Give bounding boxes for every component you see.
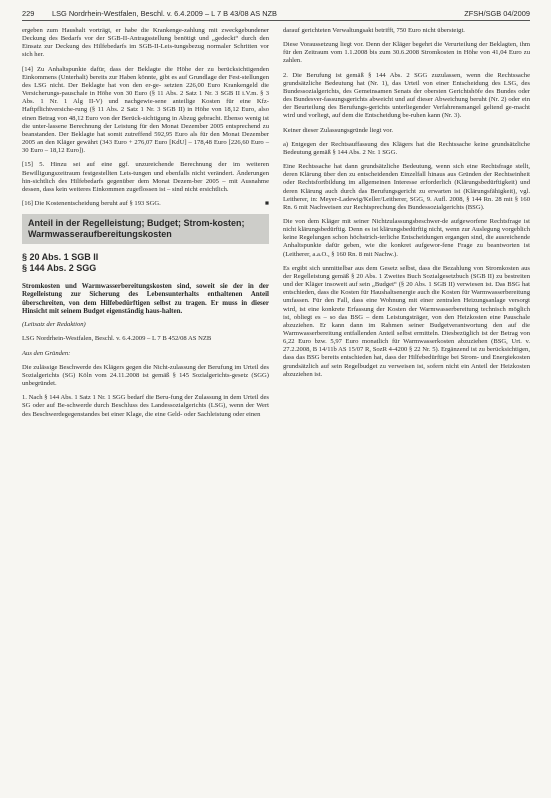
- paragraph: 1. Nach § 144 Abs. 1 Satz 1 Nr. 1 SGG bedarf die Beru-fung der Zulassung in dem Urteil des SG oder auf Be-schwerde durch Beschluss des Landessozialgerichts (LSG), wenn der Wert des Beschwerdegegenstandes bei einer Klage, die eine Geld- oder Sachleistung oder einen: [22, 394, 269, 418]
- page-number: 229: [22, 8, 35, 18]
- end-mark: ■: [265, 199, 269, 207]
- page-header: [22, 6, 530, 21]
- paragraph: Die von dem Kläger mit seiner Nichtzulassungsbeschwer-de aufgeworfene Rechtsfrage ist nicht klärungsbedürftig. Denn es ist klärungsbedürftig nicht, wenn zur Auslegung vorgeblich keine Regelungen schon höchstrich-terliche Entscheidungen ergangen sind, die ausreichende Anhaltspunkte dafür geben, wie die konkret aufgewor-fene Frage zu beantworten ist (Leitherer, a.a.O., § 160 Rn. 8 mit Nachw.).: [283, 217, 530, 258]
- norm-item: § 20 Abs. 1 SGB II: [22, 252, 99, 263]
- paragraph: [14] Zu Anhaltspunkte dafür, dass der Beklagte die Höhe der zu berücksichtigenden Einkommens (Unterhalt) bereits zur Haben könnte, gibt es auf Grundlage der Fest-stellungen des LSG nicht. Der Beklagte hat von den er-ge- setzten 226,00 Euro Krankengeld die Versicherungs-pauschale in Höhe von 30 Euro (§ 11 Abs. 2 Satz 1 Nr. 3 SGB II i.V.m. § 3 Abs. 1 Nr. 1 Alg II-V) und nachgewie-sene anteilige Kosten für eine Kfz-Haftpflichtversiche-rung (§ 11 Abs. 2 Satz 1 Nr. 3 SGB II) in Höhe von 18,12 Euro, also einen Betrag von 48,12 Euro von der Berück-sichtigung in Abzug gebracht. Ebenso wenig ist die unter-lassene Berechnung der Leistung für den Monat Dezember 2005 entsprechend zu beanstanden. Der Beklagte hat somit zutreffend 592,95 Euro als für den Monat Dezember 2005 an den Kläger gewährt (343 Euro + 276,07 Euro [KdU] – 178,48 Euro [226,60 Euro – 30 Euro – 18,12 Euro]).: [22, 65, 269, 155]
- paragraph: a) Entgegen der Rechtsauffassung des Klägers hat die Rechtssache keine grundsätzliche Bedeutung gemäß § 144 Abs. 2 Nr. 1 SGG.: [283, 140, 530, 156]
- paragraph: Es ergibt sich unmittelbar aus dem Gesetz selbst, dass die Bezahlung von Stromkosten aus der Regelleistung gemäß § 20 Abs. 1 Zweites Buch Sozialgesetzbuch (SGB II) zu bestreiten und der Kläger insoweit auf sein „Budget“ (§ 20 Abs. 1 SGB II) verwiesen ist. Das BSG hat entschieden, dass die Kosten für Haushaltsenergie auch die Kosten für Warmwasserbereitung umfassen. Für den Fall, dass eine Wohnung mit einer zentralen Heizungsanlage versorgt wird, ist eine konkrete Erfassung der Kosten der Warmwasserbereitung technisch möglich ist, obliegt es – so das BSG – dem Leistungsträger, von den Heizkosten eine Pauschale abzuziehen. Er kann dann im Rahmen seiner Budgetverantwortung den auf die Warmwasserbereitung entfallenden Anteil selbst ermitteln. Diesbezüglich ist der Betrag von 6,22 Euro bzw. 5,97 Euro monatlich für Warmwasserkosten abzuziehen (BSG, Urt. v. 27.2.2008, B 14/11b AS 15/07 R, SozR 4-4200 § 22 Nr. 5). Ergänzend ist zu berücksichtigen, dass das BSG bereits entschieden hat, dass der Hilfebedürftige bei Strom- und Energiekosten grundsätzlich auf sein Regelbudget zu verweisen ist, sofern nicht ein Anteil der Heizkosten abzuziehen ist.: [283, 264, 530, 378]
- paragraph: Keiner dieser Zulassungsgründe liegt vor.: [283, 126, 394, 134]
- paragraph: ergeben zum Haushalt vorträgt, er habe die Krankenge-zahlung mit zweckgebundener Deckung des Bedarfs vor der SGB-II-Antragsstellung benötigt und „gedeckt“ durch den Einsatz zur Deckung des Hilfebedarfs im SGB-II-Leis-tungsbezug normaler Schritten vor sich her.: [22, 27, 269, 59]
- running-source: LSG Nordrhein-Westfalen, Beschl. v. 6.4.2009 – L 7 B 43/08 AS NZB: [52, 8, 277, 18]
- paragraph: Diese Voraussetzung liegt vor. Denn der Kläger begehrt die Verurteilung der Beklagten, ihm für den Zeitraum vom 1.1.2008 bis zum 30.6.2008 Stromkosten in Höhe von 41,04 Euro zu zahlen.: [283, 41, 530, 65]
- paragraph: [15] 5. Hinzu sei auf eine ggf. unzureichende Berechnung der im weiteren Bewilligungszeitraum festgestellten Leis-tungen und ebenfalls nicht verändert. Änderungen hin-sichtlich des Hilfebedarfs gegenüber dem Monat Dezem-ber 2005 – mit Ausnahme dessen, dass kein weiteres Einkommen zugeflossen ist – sind nicht ersichtlich.: [22, 161, 269, 193]
- editor-note: (Leitsatz der Redaktion): [22, 321, 86, 329]
- norm-item: § 144 Abs. 2 SGG: [22, 263, 97, 274]
- headnote: Stromkosten und Warmwasserbereitungskosten sind, soweit sie der in der Regelleistung zur Sicherung des Lebensunterhalts enthaltenen Anteil überschreiten, von dem Hilfebedürftigen selbst zu tragen. Er muss in dieser Hinsicht mit seinem Budget eigenständig haus-halten.: [22, 282, 269, 316]
- reasons-heading: Aus den Gründen:: [22, 349, 71, 357]
- paragraph: Die zulässige Beschwerde des Klägers gegen die Nicht-zulassung der Berufung im Urteil des Sozialgerichts (SG) Köln vom 24.11.2008 ist gemäß § 145 Sozialgerichts-gesetz (SGG) unbegründet.: [22, 363, 269, 388]
- cost-decision-text: [16] Die Kostenentscheidung beruht auf § 193 SGG.: [22, 199, 161, 207]
- paragraph: [22, 200, 269, 208]
- left-column: [22, 27, 269, 425]
- paragraph: Eine Rechtssache hat dann grundsätzliche Bedeutung, wenn sich eine Rechtsfrage stellt, deren Klärung über den zu entscheidenden Einzelfall hinaus aus Gründen der Rechtseinheit oder Rechtsfortbildung im allgemeinen Interesse erforderlich (Klärungsbedürftigkeit) und deren Klärung auch durch das Berufungsgericht zu erwarten ist (Klärungsfähigkeit), vgl. Leitherer, in: Meyer-Ladewig/Keller/Leitherer, SGG, 9. Aufl. 2008, § 144 Rn. 28 mit § 160 Rn. 6 mit Nachweisen zur Rechtsprechung des Bundessozialgerichts (BSG).: [283, 163, 530, 211]
- norm-list: [22, 252, 269, 274]
- paragraph: 2. Die Berufung ist gemäß § 144 Abs. 2 SGG zuzulassen, wenn die Rechtssache grundsätzliche Bedeutung hat (Nr. 1), das Urteil von einer Entscheidung des LSG, des Bundessozialgerichts, des Gemeinsamen Senats der obersten Gerichtshöfe des Bundes oder des Bundesver-fassungsgerichts abweicht und auf dieser Abweichung beruht (Nr. 2) oder ein der Beurteilung des Berufungs-gerichts unterliegender Verfahrensmangel geltend ge-macht wird und vorliegt, auf dem die Entscheidung be-ruhen kann (Nr. 3).: [283, 71, 530, 120]
- journal-title: ZFSH/SGB 04/2009: [464, 8, 530, 18]
- citation: LSG Nordrhein-Westfalen, Beschl. v. 6.4.2009 – L 7 B 452/08 AS NZB: [22, 335, 212, 343]
- paragraph: darauf gerichteten Verwaltungsakt betrifft, 750 Euro nicht übersteigt.: [283, 27, 465, 34]
- right-column: [283, 27, 530, 385]
- topic-box: Anteil in der Regelleistung; Budget; Strom-kosten; Warmwasseraufbereitungskosten: [22, 214, 269, 244]
